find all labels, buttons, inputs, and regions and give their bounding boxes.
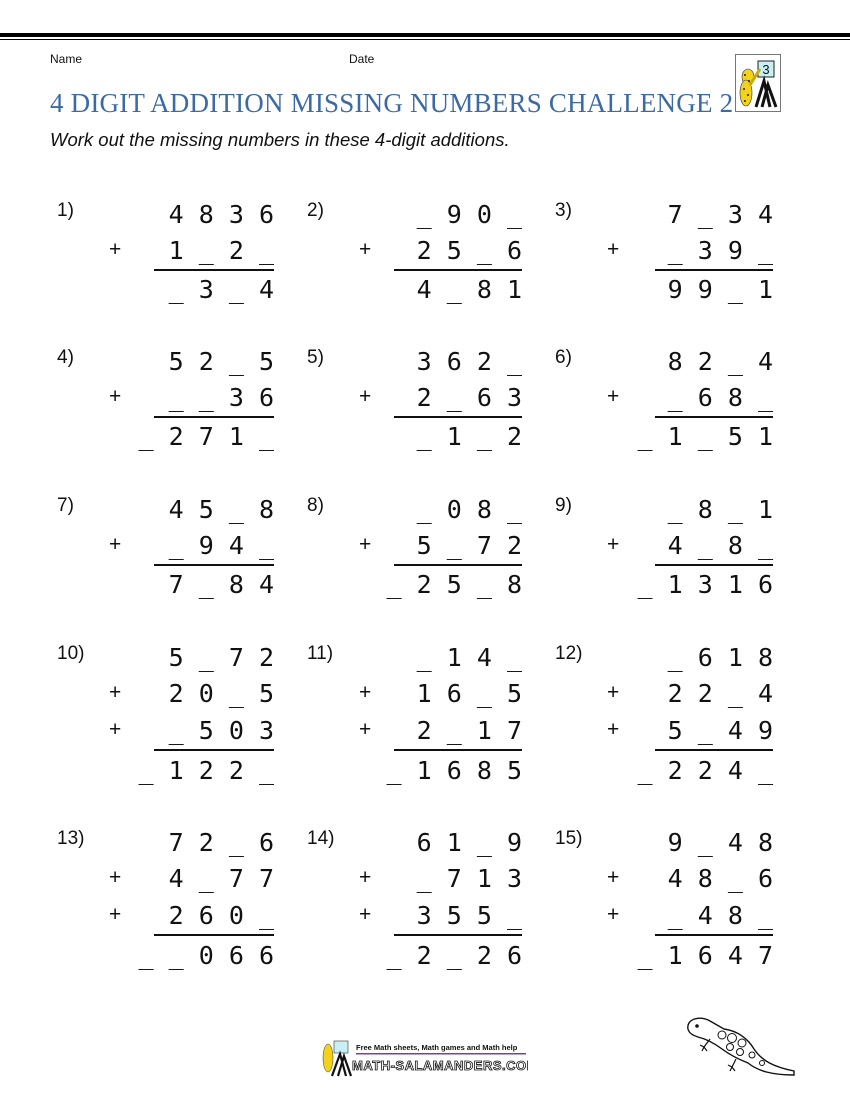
problem-number: 7) <box>57 495 74 516</box>
sum-line <box>394 269 522 271</box>
addend: 1 _ 2 _ <box>168 236 274 265</box>
addend: 4 5 _ 8 <box>168 495 274 524</box>
sum-line <box>394 564 522 566</box>
sum: _ 1 2 2 _ <box>138 756 274 785</box>
addend: 4 8 _ 6 <box>667 864 773 893</box>
problem-11 <box>307 643 522 793</box>
addend: 2 5 _ 6 <box>416 236 522 265</box>
addend: 8 2 _ 4 <box>667 347 773 376</box>
sum-line <box>394 416 522 418</box>
plus-sign: + <box>109 533 122 556</box>
problem-10 <box>57 643 274 793</box>
problem-number: 8) <box>307 495 324 516</box>
addend: _ 5 0 3 <box>168 716 274 745</box>
sum: _ 1 6 4 7 <box>637 941 773 970</box>
addend: _ _ 3 6 <box>168 383 274 412</box>
svg-text:3: 3 <box>762 62 770 77</box>
problem-1 <box>57 200 274 310</box>
addend: 4 _ 7 7 <box>168 864 274 893</box>
plus-sign: + <box>109 238 122 261</box>
plus-sign: + <box>607 903 620 926</box>
salamander-illustration <box>682 1005 797 1085</box>
plus-sign: + <box>607 533 620 556</box>
problem-12 <box>555 643 773 793</box>
plus-sign: + <box>109 718 122 741</box>
plus-sign: + <box>607 681 620 704</box>
plus-sign: + <box>359 903 372 926</box>
problem-8 <box>307 495 522 605</box>
addend: 5 2 _ 5 <box>168 347 274 376</box>
problem-6 <box>555 347 773 457</box>
sum: _ 1 3 1 6 <box>637 570 773 599</box>
problem-number: 10) <box>57 643 85 664</box>
sum-line <box>655 564 773 566</box>
addend: 2 2 _ 4 <box>667 679 773 708</box>
addend: _ 9 0 _ <box>416 200 522 229</box>
problem-number: 4) <box>57 347 74 368</box>
problem-14 <box>307 828 522 978</box>
problem-number: 15) <box>555 828 583 849</box>
sum-line <box>154 749 274 751</box>
addend: _ 6 8 _ <box>667 383 773 412</box>
addend: _ 7 1 3 <box>416 864 522 893</box>
problem-number: 13) <box>57 828 85 849</box>
plus-sign: + <box>359 385 372 408</box>
addend: _ 3 9 _ <box>667 236 773 265</box>
addend: _ 8 _ 1 <box>667 495 773 524</box>
footer-logo[interactable] <box>318 1038 528 1078</box>
sum: 7 _ 8 4 <box>168 570 274 599</box>
sum-line <box>154 564 274 566</box>
plus-sign: + <box>109 681 122 704</box>
instructions: Work out the missing numbers in these 4-digit additions. <box>50 129 510 150</box>
plus-sign: + <box>109 903 122 926</box>
plus-sign: + <box>607 238 620 261</box>
problem-number: 14) <box>307 828 335 849</box>
sum-line <box>154 269 274 271</box>
addend: 2 6 0 _ <box>168 901 274 930</box>
math-salamanders-logo-icon <box>318 1038 528 1078</box>
page-title: 4 DIGIT ADDITION MISSING NUMBERS CHALLENGE 2 <box>50 88 734 118</box>
sum-line <box>394 749 522 751</box>
sum-line <box>394 934 522 936</box>
plus-sign: + <box>359 238 372 261</box>
addend: 5 _ 4 9 <box>667 716 773 745</box>
sum-line <box>154 416 274 418</box>
sum: _ 2 2 4 _ <box>637 756 773 785</box>
problem-number: 5) <box>307 347 324 368</box>
plus-sign: + <box>109 385 122 408</box>
sum-line <box>655 934 773 936</box>
salamander-teacher-icon <box>736 55 780 111</box>
svg-text:MATH-SALAMANDERS.COM: MATH-SALAMANDERS.COM <box>352 1058 528 1073</box>
top-rule-thin <box>0 39 850 40</box>
addend: 2 _ 6 3 <box>416 383 522 412</box>
name-label: Name <box>50 52 83 66</box>
grade-logo <box>735 54 781 112</box>
problem-9 <box>555 495 773 605</box>
addend: _ 9 4 _ <box>168 531 274 560</box>
addend: 9 _ 4 8 <box>667 828 773 857</box>
plus-sign: + <box>359 718 372 741</box>
sum: 9 9 _ 1 <box>667 275 773 304</box>
problem-number: 1) <box>57 200 74 221</box>
problem-3 <box>555 200 773 310</box>
problem-2 <box>307 200 522 310</box>
sum-line <box>154 934 274 936</box>
sum: _ 2 7 1 _ <box>138 422 274 451</box>
problem-7 <box>57 495 274 605</box>
sum: _ 3 _ 4 <box>168 275 274 304</box>
addend: _ 0 8 _ <box>416 495 522 524</box>
plus-sign: + <box>359 866 372 889</box>
addend: 5 _ 7 2 <box>416 531 522 560</box>
plus-sign: + <box>109 866 122 889</box>
addend: _ 6 1 8 <box>667 643 773 672</box>
addend: 3 6 2 _ <box>416 347 522 376</box>
sum: 4 _ 8 1 <box>416 275 522 304</box>
addend: _ 4 8 _ <box>667 901 773 930</box>
problem-number: 6) <box>555 347 572 368</box>
plus-sign: + <box>607 866 620 889</box>
problem-5 <box>307 347 522 457</box>
addend: 5 _ 7 2 <box>168 643 274 672</box>
sum: _ _ 0 6 6 <box>138 941 274 970</box>
addend: 7 2 _ 6 <box>168 828 274 857</box>
sum-line <box>655 416 773 418</box>
addend: _ 1 4 _ <box>416 643 522 672</box>
sum-line <box>655 749 773 751</box>
problem-4 <box>57 347 274 457</box>
addend: 6 1 _ 9 <box>416 828 522 857</box>
sum: _ 2 _ 2 6 <box>386 941 522 970</box>
plus-sign: + <box>359 681 372 704</box>
plus-sign: + <box>607 385 620 408</box>
sum: _ 2 5 _ 8 <box>386 570 522 599</box>
problem-number: 3) <box>555 200 572 221</box>
addend: 2 0 _ 5 <box>168 679 274 708</box>
addend: 1 6 _ 5 <box>416 679 522 708</box>
addend: 4 _ 8 _ <box>667 531 773 560</box>
addend: 7 _ 3 4 <box>667 200 773 229</box>
addend: 3 5 5 _ <box>416 901 522 930</box>
addend: 2 _ 1 7 <box>416 716 522 745</box>
plus-sign: + <box>607 718 620 741</box>
addend: 4 8 3 6 <box>168 200 274 229</box>
problem-13 <box>57 828 274 978</box>
problem-15 <box>555 828 773 978</box>
top-rule-thick <box>0 33 850 37</box>
date-label: Date <box>349 52 375 66</box>
problem-number: 9) <box>555 495 572 516</box>
svg-text:Free Math sheets, Math games a: Free Math sheets, Math games and Math help <box>356 1043 518 1052</box>
sum: _ 1 _ 2 <box>416 422 522 451</box>
problem-number: 11) <box>307 643 334 664</box>
problem-number: 2) <box>307 200 324 221</box>
salamander-icon <box>682 1005 797 1085</box>
sum-line <box>655 269 773 271</box>
sum: _ 1 6 8 5 <box>386 756 522 785</box>
sum: _ 1 _ 5 1 <box>637 422 773 451</box>
plus-sign: + <box>359 533 372 556</box>
problem-number: 12) <box>555 643 583 664</box>
